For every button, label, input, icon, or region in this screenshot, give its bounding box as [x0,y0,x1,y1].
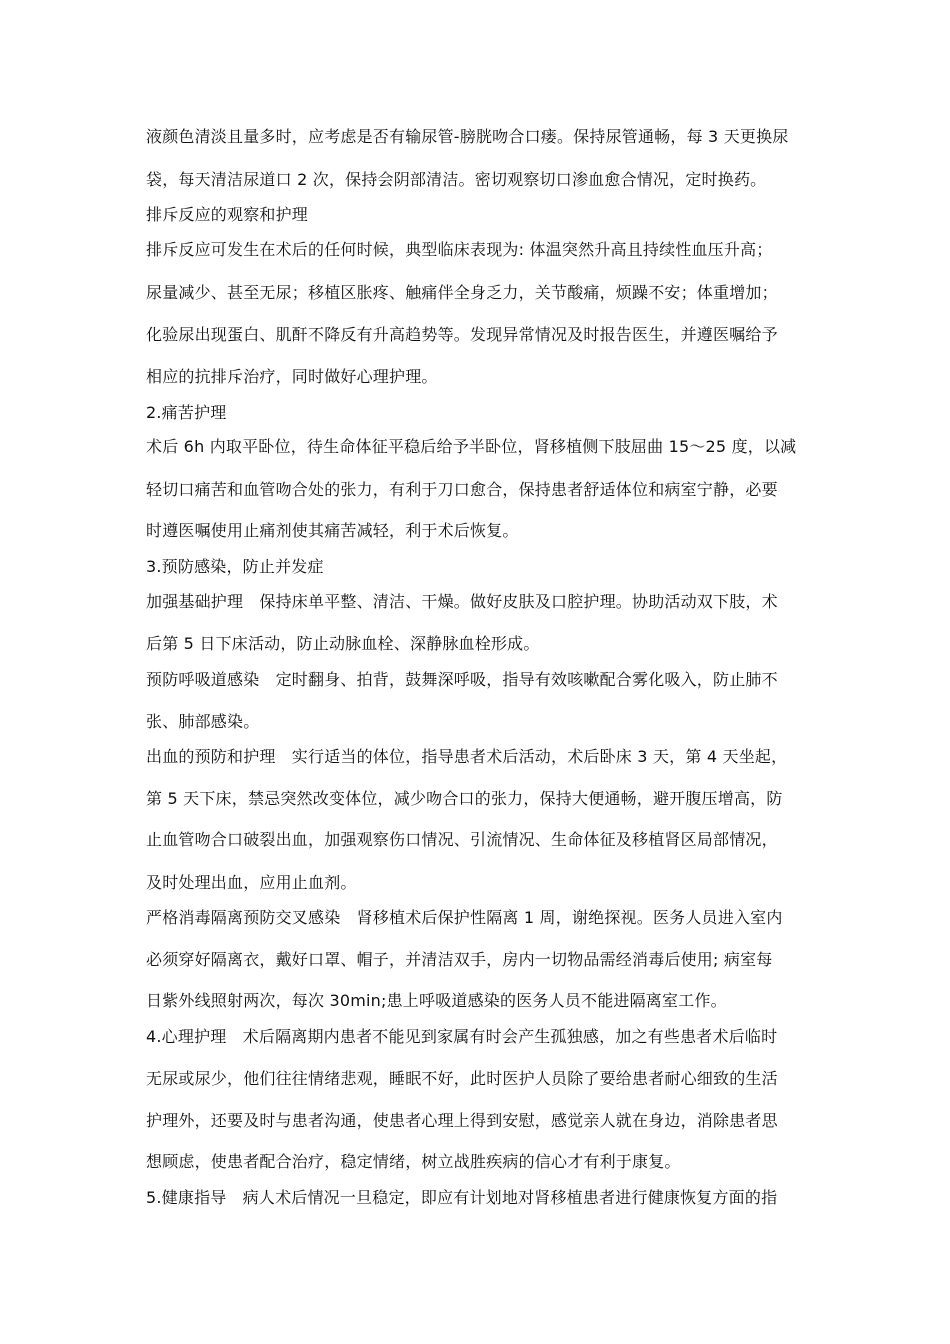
text-line: 第 5 天下床，禁忌突然改变体位，减少吻合口的张力，保持大便通畅，避开腹压增高，防 [146,789,783,808]
text-line: 预防呼吸道感染 定时翻身、拍背，鼓舞深呼吸，指导有效咳嗽配合雾化吸入，防止肺不 [146,670,778,689]
section-heading: 2.痛苦护理 [146,403,227,422]
text-line: 无尿或尿少，他们往往情绪悲观，睡眠不好，此时医护人员除了要给患者耐心细致的生活 [146,1069,778,1088]
text-line: 止血管吻合口破裂出血，加强观察伤口情况、引流情况、生命体征及移植肾区局部情况， [146,830,778,849]
text-line: 液颜色清淡且量多时，应考虑是否有输尿管-膀胱吻合口瘘。保持尿管通畅，每 3 天更换尿 [146,127,789,146]
text-line: 加强基础护理 保持床单平整、清洁、干燥。做好皮肤及口腔护理。协助活动双下肢，术 [146,592,778,611]
text-line: 袋，每天清洁尿道口 2 次，保持会阴部清洁。密切观察切口渗血愈合情况，定时换药。 [146,170,767,189]
text-line: 轻切口痛苦和血管吻合处的张力，有利于刀口愈合，保持患者舒适体位和病室宁静，必要 [146,480,778,499]
text-line: 后第 5 日下床活动，防止动脉血栓、深静脉血栓形成。 [146,634,540,653]
text-line: 化验尿出现蛋白、肌酐不降反有升高趋势等。发现异常情况及时报告医生，并遵医嘱给予 [146,325,778,344]
text-line: 尿量减少、甚至无尿；移植区胀疼、触痛伴全身乏力，关节酸痛，烦躁不安；体重增加； [146,283,778,302]
text-line: 日紫外线照射两次，每次 30min;患上呼吸道感染的医务人员不能进隔离室工作。 [146,991,727,1010]
text-line: 4.心理护理 术后隔离期内患者不能见到家属有时会产生孤独感，加之有些患者术后临时 [146,1027,778,1046]
section-heading: 3.预防感染，防止并发症 [146,557,324,576]
text-line: 5.健康指导 病人术后情况一旦稳定，即应有计划地对肾移植患者进行健康恢复方面的指 [146,1188,778,1207]
text-line: 严格消毒隔离预防交叉感染 肾移植术后保护性隔离 1 周，谢绝探视。医务人员进入室内 [146,908,783,927]
text-line: 时遵医嘱使用止痛剂使其痛苦减轻，利于术后恢复。 [146,521,519,540]
text-line: 排斥反应可发生在术后的任何时候，典型临床表现为: 体温突然升高且持续性血压升高； [146,240,773,259]
text-line: 术后 6h 内取平卧位，待生命体征平稳后给予半卧位，肾移植侧下肢屈曲 15～25 度，以减 [146,437,797,456]
text-line: 及时处理出血，应用止血剂。 [146,873,357,892]
text-line: 必须穿好隔离衣，戴好口罩、帽子，并清洁双手，房内一切物品需经消毒后使用; 病室每 [146,950,773,969]
text-line: 出血的预防和护理 实行适当的体位，指导患者术后活动，术后卧床 3 天，第 4 天坐起， [146,747,788,766]
text-line: 想顾虑，使患者配合治疗，稳定情绪，树立战胜疾病的信心才有利于康复。 [146,1152,681,1171]
text-line: 相应的抗排斥治疗，同时做好心理护理。 [146,367,438,386]
text-line: 张、肺部感染。 [146,712,260,731]
section-heading: 排斥反应的观察和护理 [146,205,309,224]
text-line: 护理外，还要及时与患者沟通，使患者心理上得到安慰，感觉亲人就在身边，消除患者思 [146,1111,778,1130]
